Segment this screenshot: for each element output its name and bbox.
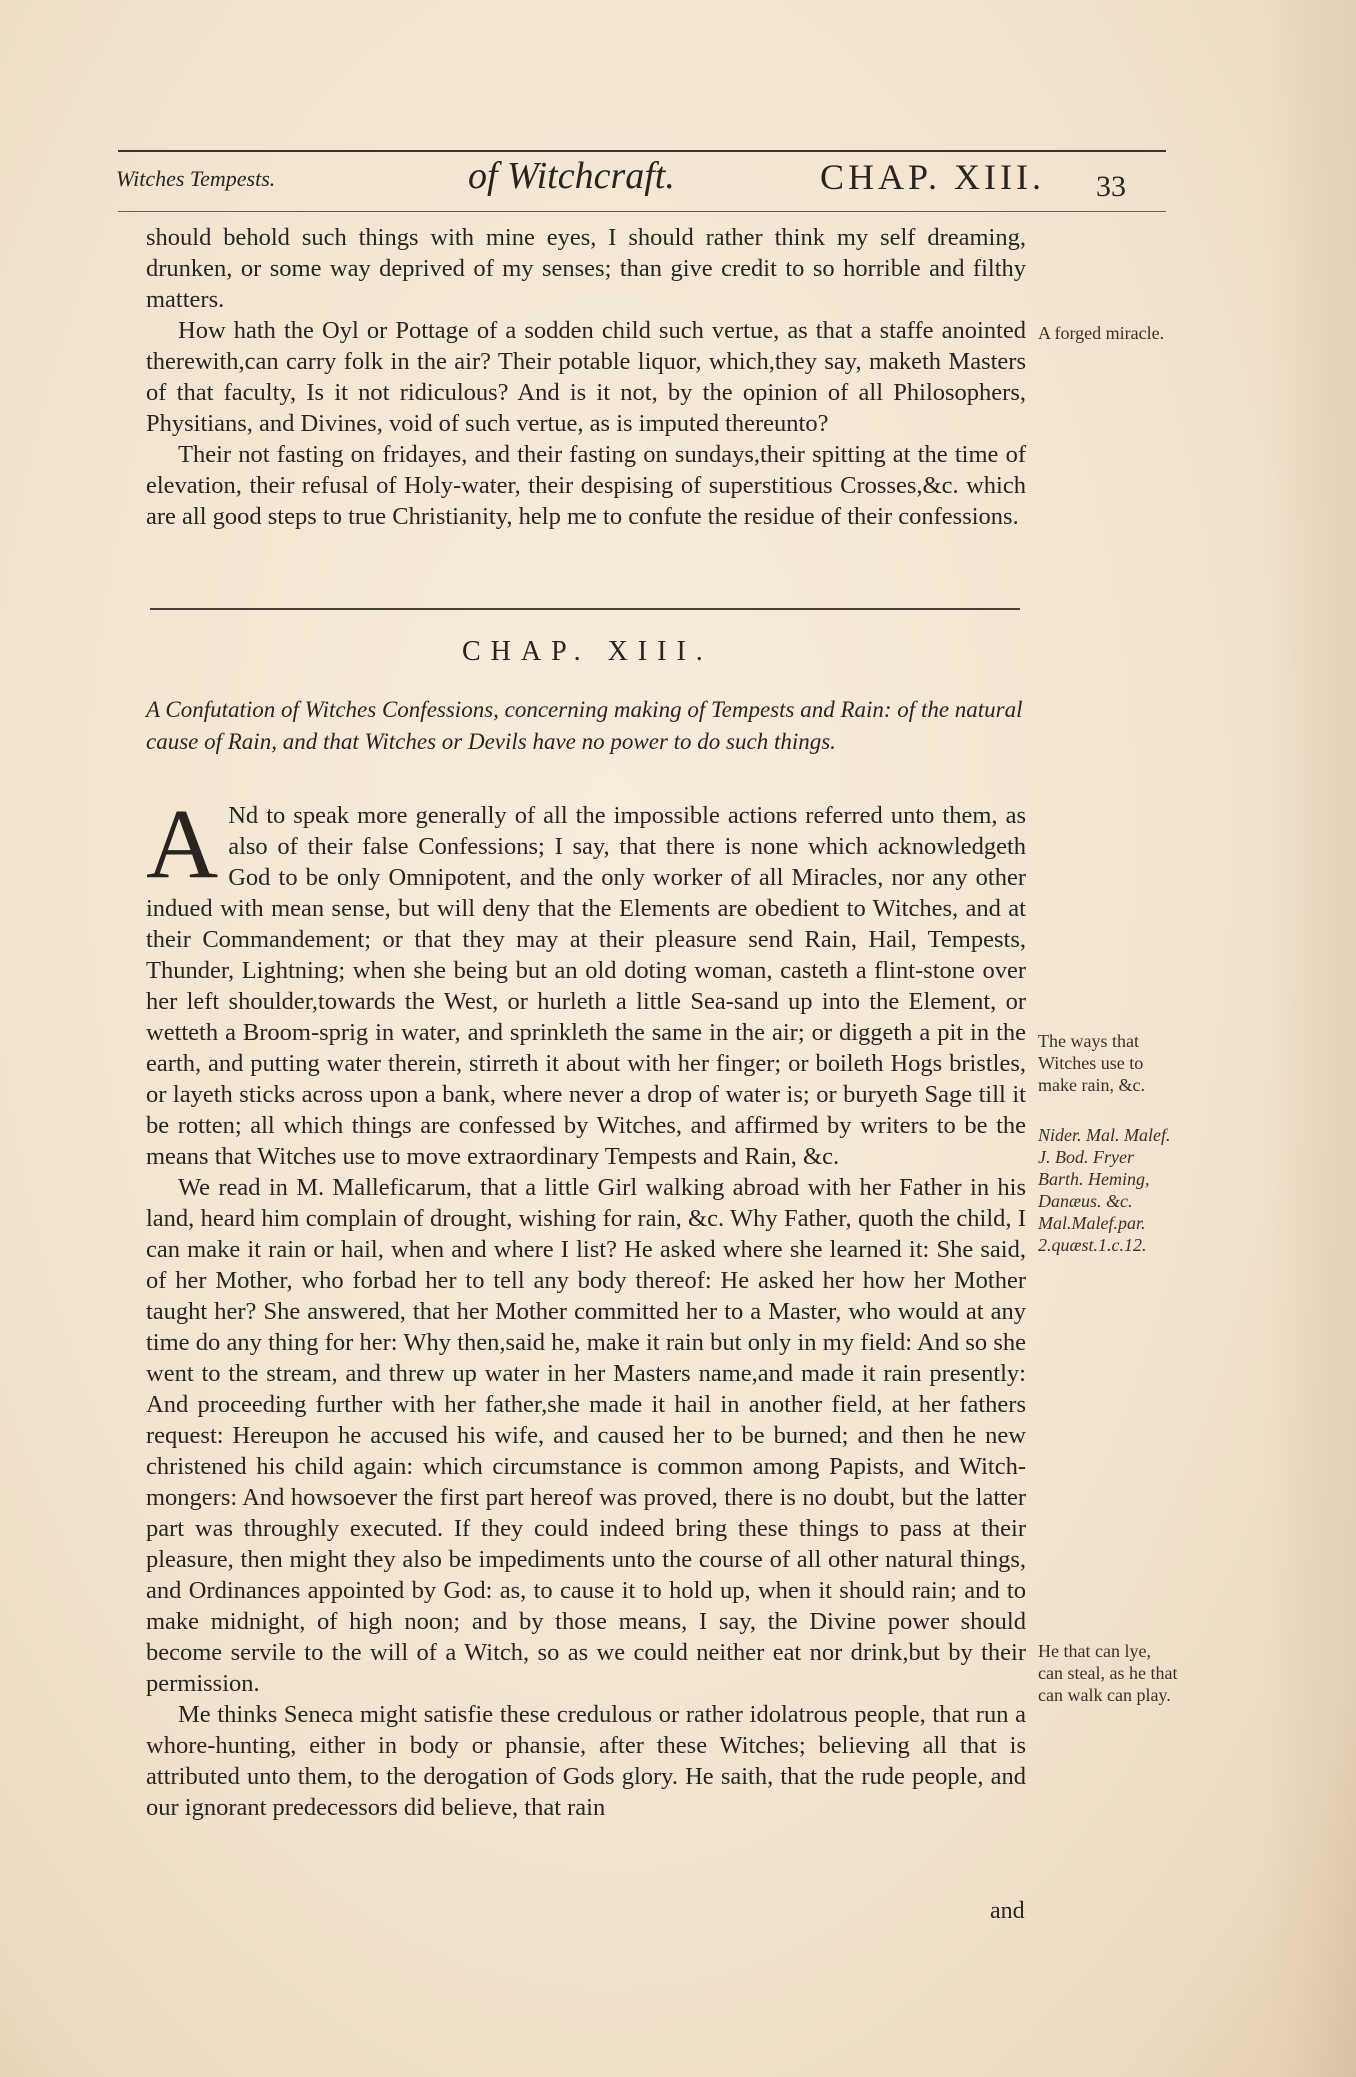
chapter-body xyxy=(146,788,1026,1823)
continued-text xyxy=(146,222,1026,532)
margin-note-forged-miracle: A forged miracle. xyxy=(1038,323,1165,343)
margin-note-ways: The ways that Witches use to make rain, &c. xyxy=(1038,1031,1145,1095)
paragraph xyxy=(146,788,1026,1172)
catchword: and xyxy=(990,1898,1025,1924)
margin-note-proverb: He that can lye, can steal, as he that can walk can play. xyxy=(1038,1641,1178,1705)
page-edge-shadow xyxy=(1266,0,1356,2077)
chapter-title: CHAP. XIII. xyxy=(462,636,713,667)
paragraph: Me thinks Seneca might satisfie these credulous or rather idolatrous people, that run a whore-hunting, either in body or phansie, after these Witches; believing all that is attributed unto them, to the derogation of Gods glory. He saith, that the rude people, and our ignorant predecessors did believe, that rain xyxy=(146,1701,1026,1821)
running-head-left: Witches Tempests. xyxy=(116,166,276,191)
section-divider xyxy=(150,608,1020,610)
page-number: 33 xyxy=(1096,170,1126,203)
header-rule xyxy=(118,150,1166,152)
paragraph: should behold such things with mine eyes, I should rather think my self dreaming, drunken, or some way deprived of my senses; than give credit to so horrible and filthy matters. xyxy=(146,224,1026,313)
paragraph-text: Nd to speak more generally of all the impossible actions referred unto them, as also of their false Confessions; I say, that there is none which acknowledgeth God to be only Omnipotent, and the only worker of all Miracles, nor any other indued with mean sense, but will deny that the Elements are obedient to Witches, and at their Commandement; or that they may at their pleasure send Rain, Hail, Tempests, Thunder, Lightning; when she being but an old doting woman, casteth a flint-stone over her left shoulder,towards the West, or hurleth a little Sea-sand up into the Element, or wetteth a Broom-sprig in water, and sprinkleth the same in the air; or diggeth a pit in the earth, and putting water therein, stirreth it about with her finger; or boileth Hogs bristles, or layeth sticks across upon a bank, where never a drop of water is; or buryeth Sage till it be rotten; all which things are confessed by Witches, and affirmed by writers to be the means that Witches use to move extraordinary Tempests and Rain, &c. xyxy=(146,802,1026,1170)
running-head-chapter: CHAP. XIII. xyxy=(820,157,1046,197)
paragraph: We read in M. Malleficarum, that a little Girl walking abroad with her Father in his land, heard him complain of drought, wishing for rain, &c. Why Father, quoth the child, I can make it rain or hail, when and where I list? He asked where she learned it: She said, of her Mother, who forbad her to tell any body thereof: He asked her how her Mother taught her? She answered, that her Mother committed her to a Master, who would at any time do any thing for her: Why then,said he, make it rain but only in my field: And so she went to the stream, and threw up water in her Masters name,and made it rain presently: And proceeding further with her father,she made it hail in another field, at her fathers request: Hereupon he accused his wife, and caused her to be burned; and then he new christened his child again: which circumstance is common among Papists, and Witch-mongers: And howsoever the first part hereof was proved, there is no doubt, but the latter part was throughly executed. If they could indeed bring these things to pass at their pleasure, then might they also be impediments unto the course of all other natural things, and Ordinances appointed by God: as, to cause it to hold up, when it should rain; and to make midnight, of high noon; and by those means, I say, the Divine power should become servile to the will of a Witch, so as we could neither eat nor drink,but by their permission. xyxy=(146,1174,1026,1697)
margin-note-references: Nider. Mal. Malef. J. Bod. Fryer Barth. Heming, Danæus. &c. Mal.Malef.par. 2.quæst.1.c.12. xyxy=(1038,1125,1171,1255)
chapter-subtitle: A Confutation of Witches Confessions, concerning making of Tempests and Rain: of the natural cause of Rain, and that Witches or Devils have no power to do such things. xyxy=(146,697,1023,754)
paragraph: Their not fasting on fridayes, and their fasting on sundays,their spitting at the time of elevation, their refusal of Holy-water, their despising of superstitious Crosses,&c. which are all good steps to true Christianity, help me to confute the residue of their confessions. xyxy=(146,441,1026,530)
paragraph: How hath the Oyl or Pottage of a sodden child such vertue, as that a staffe anointed therewith,can carry folk in the air? Their potable liquor, which,they say, maketh Masters of that faculty, Is it not ridiculous? And is it not, by the opinion of all Philosophers, Physitians, and Divines, void of such vertue, as is imputed thereunto? xyxy=(146,317,1026,437)
header-underline xyxy=(118,211,1166,212)
running-head-center: of Witchcraft. xyxy=(468,155,675,197)
drop-cap: A xyxy=(146,788,219,899)
